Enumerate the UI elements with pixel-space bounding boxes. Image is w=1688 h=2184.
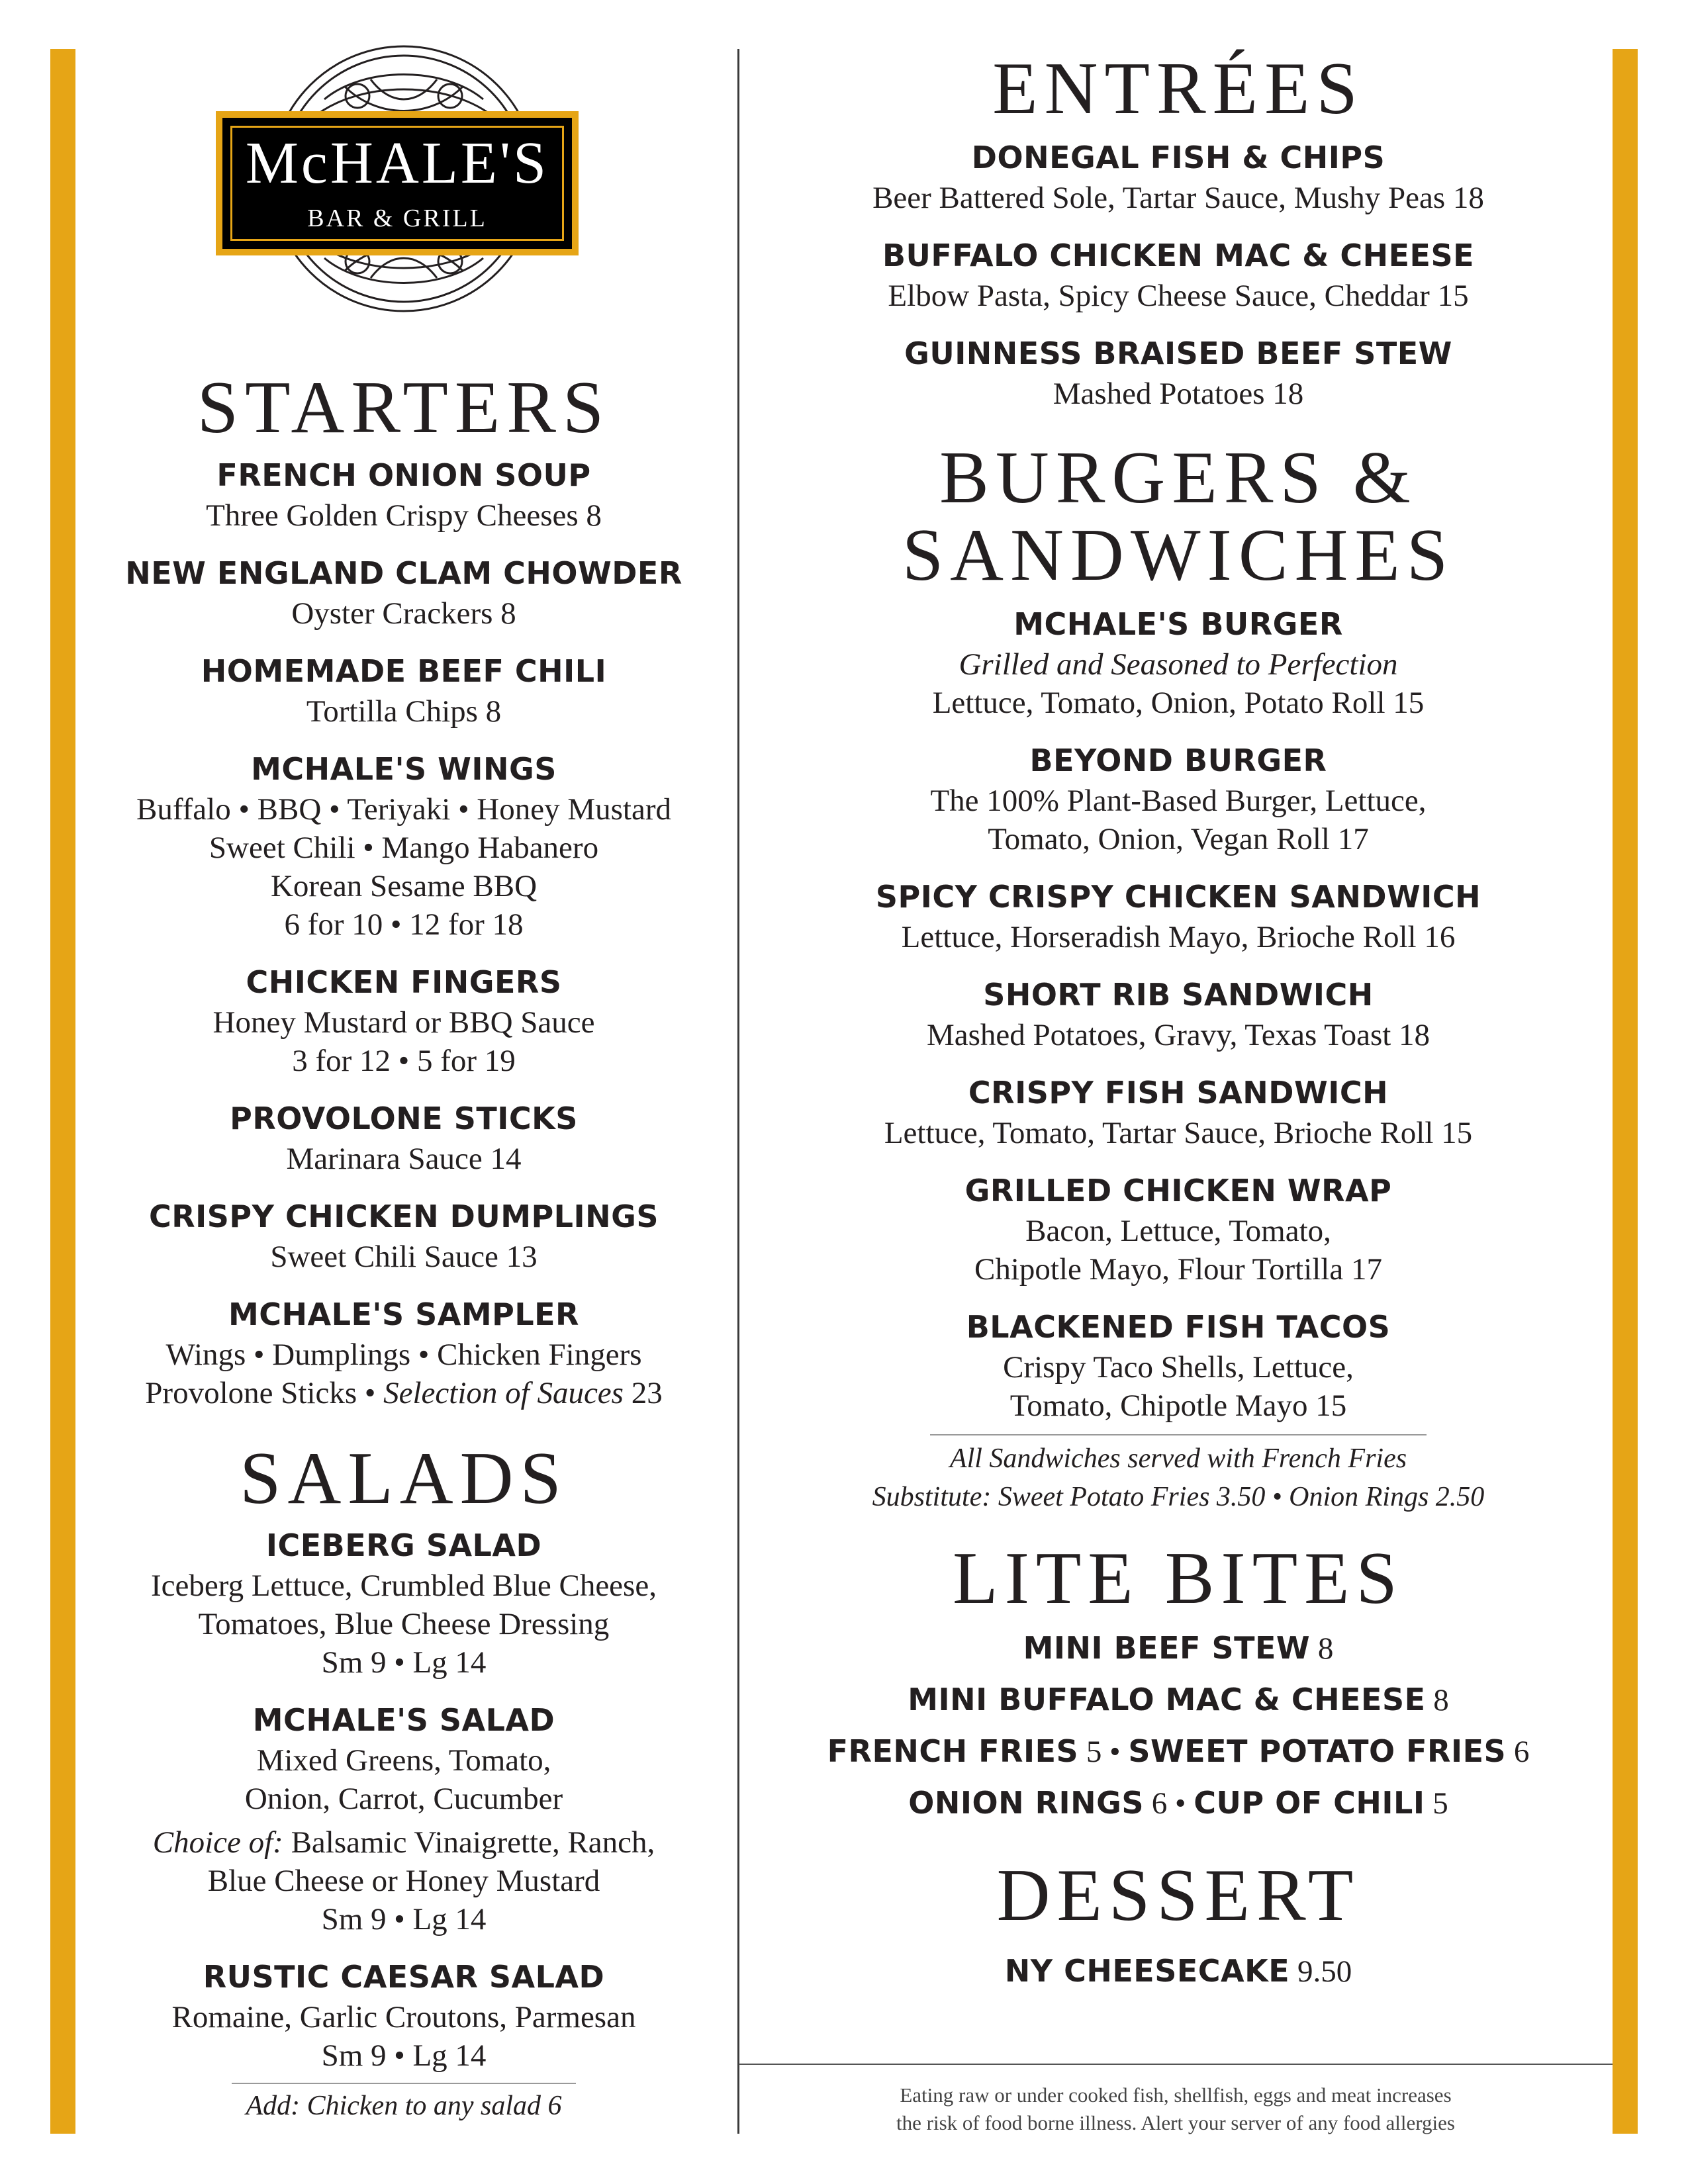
- column-divider: [737, 49, 739, 2134]
- item-desc: Sm 9 • Lg 14: [321, 2038, 487, 2073]
- item-desc: Buffalo • BBQ • Teriyaki • Honey Mustard: [136, 792, 671, 827]
- item-name: CRISPY FISH SANDWICH: [968, 1074, 1389, 1111]
- salads-title: SALADS: [240, 1437, 568, 1520]
- menu-item: [755, 1306, 1602, 1425]
- choice-text: Balsamic Vinaigrette, Ranch,: [283, 1825, 655, 1860]
- item-desc: Lettuce, Tomato, Tartar Sauce, Brioche Roll 15: [884, 1115, 1473, 1150]
- item-desc: Sweet Chili • Mango Habanero: [209, 830, 599, 865]
- item-price: 8: [1425, 1683, 1449, 1718]
- item-desc: Wings • Dumplings • Chicken Fingers: [165, 1337, 642, 1372]
- divider: [232, 2083, 576, 2084]
- item-price: 6 •: [1144, 1786, 1194, 1821]
- item-name: PROVOLONE STICKS: [230, 1100, 578, 1136]
- right-gold-border: [1613, 49, 1638, 2134]
- item-name: GUINNESS BRAISED BEEF STEW: [904, 335, 1452, 371]
- item-price: 5: [1425, 1786, 1448, 1821]
- menu-item: [755, 136, 1602, 217]
- item-desc: Marinara Sauce 14: [286, 1141, 522, 1176]
- brand-name: McHALE'S: [245, 130, 549, 196]
- logo: [192, 40, 616, 318]
- salads-note: Add: Chicken to any salad 6: [246, 2091, 562, 2122]
- menu-item: [99, 1699, 708, 1938]
- item-price: 5 •: [1078, 1735, 1129, 1770]
- item-name: ICEBERG SALAD: [265, 1527, 542, 1564]
- divider: [930, 1434, 1427, 1435]
- item-desc: Honey Mustard or BBQ Sauce: [212, 1005, 595, 1040]
- disclaimer-line: Eating raw or under cooked fish, shellfish, eggs and meat increases: [900, 2083, 1452, 2107]
- item-desc: Tomato, Chipotle Mayo 15: [1009, 1388, 1347, 1423]
- menu-item: [755, 876, 1602, 956]
- item-desc: [99, 1374, 708, 1412]
- item-name: BEYOND BURGER: [1029, 742, 1327, 778]
- item-name: CRISPY CHICKEN DUMPLINGS: [148, 1198, 659, 1234]
- dessert-title: DESSERT: [996, 1854, 1360, 1937]
- item-desc: Sweet Chili Sauce 13: [270, 1239, 538, 1274]
- item-desc: Sm 9 • Lg 14: [321, 1645, 487, 1680]
- menu-item: [99, 1293, 708, 1412]
- lite-bite-row: [755, 1730, 1602, 1782]
- menu-item: [755, 1169, 1602, 1289]
- item-desc: [99, 1823, 708, 1862]
- logo-plate: [216, 111, 579, 255]
- sandwich-note-line1: All Sandwiches served with French Fries: [949, 1443, 1407, 1474]
- menu-item: [99, 1195, 708, 1276]
- disclaimer-line: the risk of food borne illness. Alert your server of any food allergies: [896, 2111, 1455, 2134]
- item-price: 9.50: [1289, 1954, 1352, 1989]
- starters-title: STARTERS: [197, 367, 611, 449]
- item-name: MCHALE'S SALAD: [252, 1702, 555, 1739]
- starters-list: [99, 454, 708, 1412]
- item-name: BUFFALO CHICKEN MAC & CHEESE: [882, 237, 1475, 273]
- item-desc: Tortilla Chips 8: [306, 694, 502, 729]
- menu-item: [99, 748, 708, 944]
- item-name: MINI BUFFALO MAC & CHEESE: [908, 1682, 1426, 1718]
- item-desc: Chipotle Mayo, Flour Tortilla 17: [974, 1251, 1382, 1287]
- sandwich-note-line2: Substitute: Sweet Potato Fries 3.50 • Onion Rings 2.50: [872, 1481, 1485, 1512]
- item-desc: Three Golden Crispy Cheeses 8: [206, 498, 602, 533]
- burgers-title-line2: SANDWICHES: [902, 514, 1455, 597]
- item-name: SHORT RIB SANDWICH: [983, 976, 1374, 1013]
- item-name: MINI BEEF STEW: [1023, 1630, 1311, 1666]
- item-desc: Sm 9 • Lg 14: [321, 1902, 487, 1937]
- item-name: MCHALE'S WINGS: [251, 751, 557, 787]
- menu-item: [755, 1071, 1602, 1152]
- menu-item: [99, 650, 708, 731]
- choice-label: Choice of:: [152, 1825, 283, 1860]
- item-desc: Mixed Greens, Tomato,: [256, 1743, 551, 1778]
- menu-item: [99, 552, 708, 633]
- item-desc: The 100% Plant-Based Burger, Lettuce,: [930, 783, 1427, 818]
- lite-bite-row: [755, 1782, 1602, 1833]
- menu-item: [99, 961, 708, 1080]
- item-desc: Blue Cheese or Honey Mustard: [207, 1864, 600, 1899]
- item-name: CUP OF CHILI: [1194, 1785, 1425, 1821]
- item-desc: Mashed Potatoes, Gravy, Texas Toast 18: [926, 1017, 1430, 1052]
- desc-italic: Selection of Sauces: [383, 1375, 624, 1410]
- item-name: RUSTIC CAESAR SALAD: [203, 1959, 605, 1995]
- item-name: SWEET POTATO FRIES: [1128, 1733, 1507, 1770]
- entrees-list: [755, 136, 1602, 413]
- item-desc: Mashed Potatoes 18: [1053, 376, 1304, 411]
- item-price: 6: [1506, 1735, 1530, 1770]
- item-name: NEW ENGLAND CLAM CHOWDER: [125, 555, 682, 591]
- desc-price: 23: [623, 1375, 663, 1410]
- item-name: GRILLED CHICKEN WRAP: [964, 1172, 1392, 1208]
- footer-divider: [739, 2064, 1613, 2065]
- item-desc: Tomatoes, Blue Cheese Dressing: [198, 1607, 610, 1642]
- item-name: NY CHEESECAKE: [1004, 1952, 1290, 1989]
- item-name: DONEGAL FISH & CHIPS: [971, 139, 1385, 175]
- item-desc: Korean Sesame BBQ: [270, 868, 538, 903]
- allergy-disclaimer: [739, 2081, 1613, 2137]
- menu-item: [99, 1956, 708, 2075]
- left-gold-border: [50, 49, 75, 2134]
- item-name: FRENCH ONION SOUP: [216, 457, 591, 493]
- item-desc: Tomato, Onion, Vegan Roll 17: [988, 821, 1369, 856]
- item-desc: 6 for 10 • 12 for 18: [284, 907, 524, 942]
- right-column: [755, 50, 1602, 1992]
- item-desc: Crispy Taco Shells, Lettuce,: [1003, 1349, 1354, 1385]
- item-name: ONION RINGS: [908, 1785, 1145, 1821]
- menu-item: [755, 739, 1602, 858]
- item-name: CHICKEN FINGERS: [246, 964, 562, 1000]
- left-column: [99, 40, 708, 2125]
- item-price: 8: [1310, 1631, 1334, 1666]
- menu-item: [99, 1097, 708, 1178]
- item-name: SPICY CRISPY CHICKEN SANDWICH: [875, 878, 1481, 915]
- item-desc: Iceberg Lettuce, Crumbled Blue Cheese,: [151, 1569, 657, 1604]
- item-desc: 3 for 12 • 5 for 19: [292, 1043, 516, 1078]
- entrees-title: ENTRÉES: [992, 48, 1364, 130]
- burgers-title-line1: BURGERS &: [939, 436, 1417, 519]
- item-desc: Oyster Crackers 8: [291, 596, 516, 631]
- lite-bites-list: [755, 1627, 1602, 1833]
- item-name: BLACKENED FISH TACOS: [966, 1308, 1391, 1345]
- menu-item: [99, 1524, 708, 1682]
- item-name: MCHALE'S SAMPLER: [228, 1296, 579, 1332]
- desc-text: Provolone Sticks •: [145, 1375, 384, 1410]
- menu-item: [755, 974, 1602, 1054]
- item-desc: Lettuce, Horseradish Mayo, Brioche Roll 16: [901, 919, 1456, 954]
- brand-subtitle: BAR & GRILL: [307, 205, 487, 232]
- menu-item: [755, 332, 1602, 413]
- lite-bites-title: LITE BITES: [953, 1537, 1404, 1619]
- item-desc: Lettuce, Tomato, Onion, Potato Roll 15: [932, 685, 1425, 720]
- salads-list: [99, 1524, 708, 2125]
- lite-bite-row: [755, 1678, 1602, 1730]
- item-name: MCHALE'S BURGER: [1013, 606, 1343, 642]
- item-desc: Bacon, Lettuce, Tomato,: [1025, 1213, 1331, 1248]
- item-desc: Onion, Carrot, Cucumber: [244, 1782, 563, 1817]
- burgers-list: [755, 603, 1602, 1516]
- lite-bite-row: [755, 1627, 1602, 1678]
- item-desc: Elbow Pasta, Spicy Cheese Sauce, Cheddar 15: [888, 278, 1469, 313]
- menu-item: [755, 603, 1602, 722]
- menu-item: [755, 234, 1602, 315]
- item-desc: Beer Battered Sole, Tartar Sauce, Mushy Peas 18: [872, 180, 1484, 215]
- menu-item: [99, 454, 708, 535]
- item-tagline: Grilled and Seasoned to Perfection: [959, 647, 1398, 682]
- item-desc: Romaine, Garlic Croutons, Parmesan: [171, 2000, 636, 2035]
- dessert-item: [755, 1950, 1602, 1992]
- item-name: HOMEMADE BEEF CHILI: [201, 653, 607, 689]
- item-name: FRENCH FRIES: [827, 1733, 1079, 1770]
